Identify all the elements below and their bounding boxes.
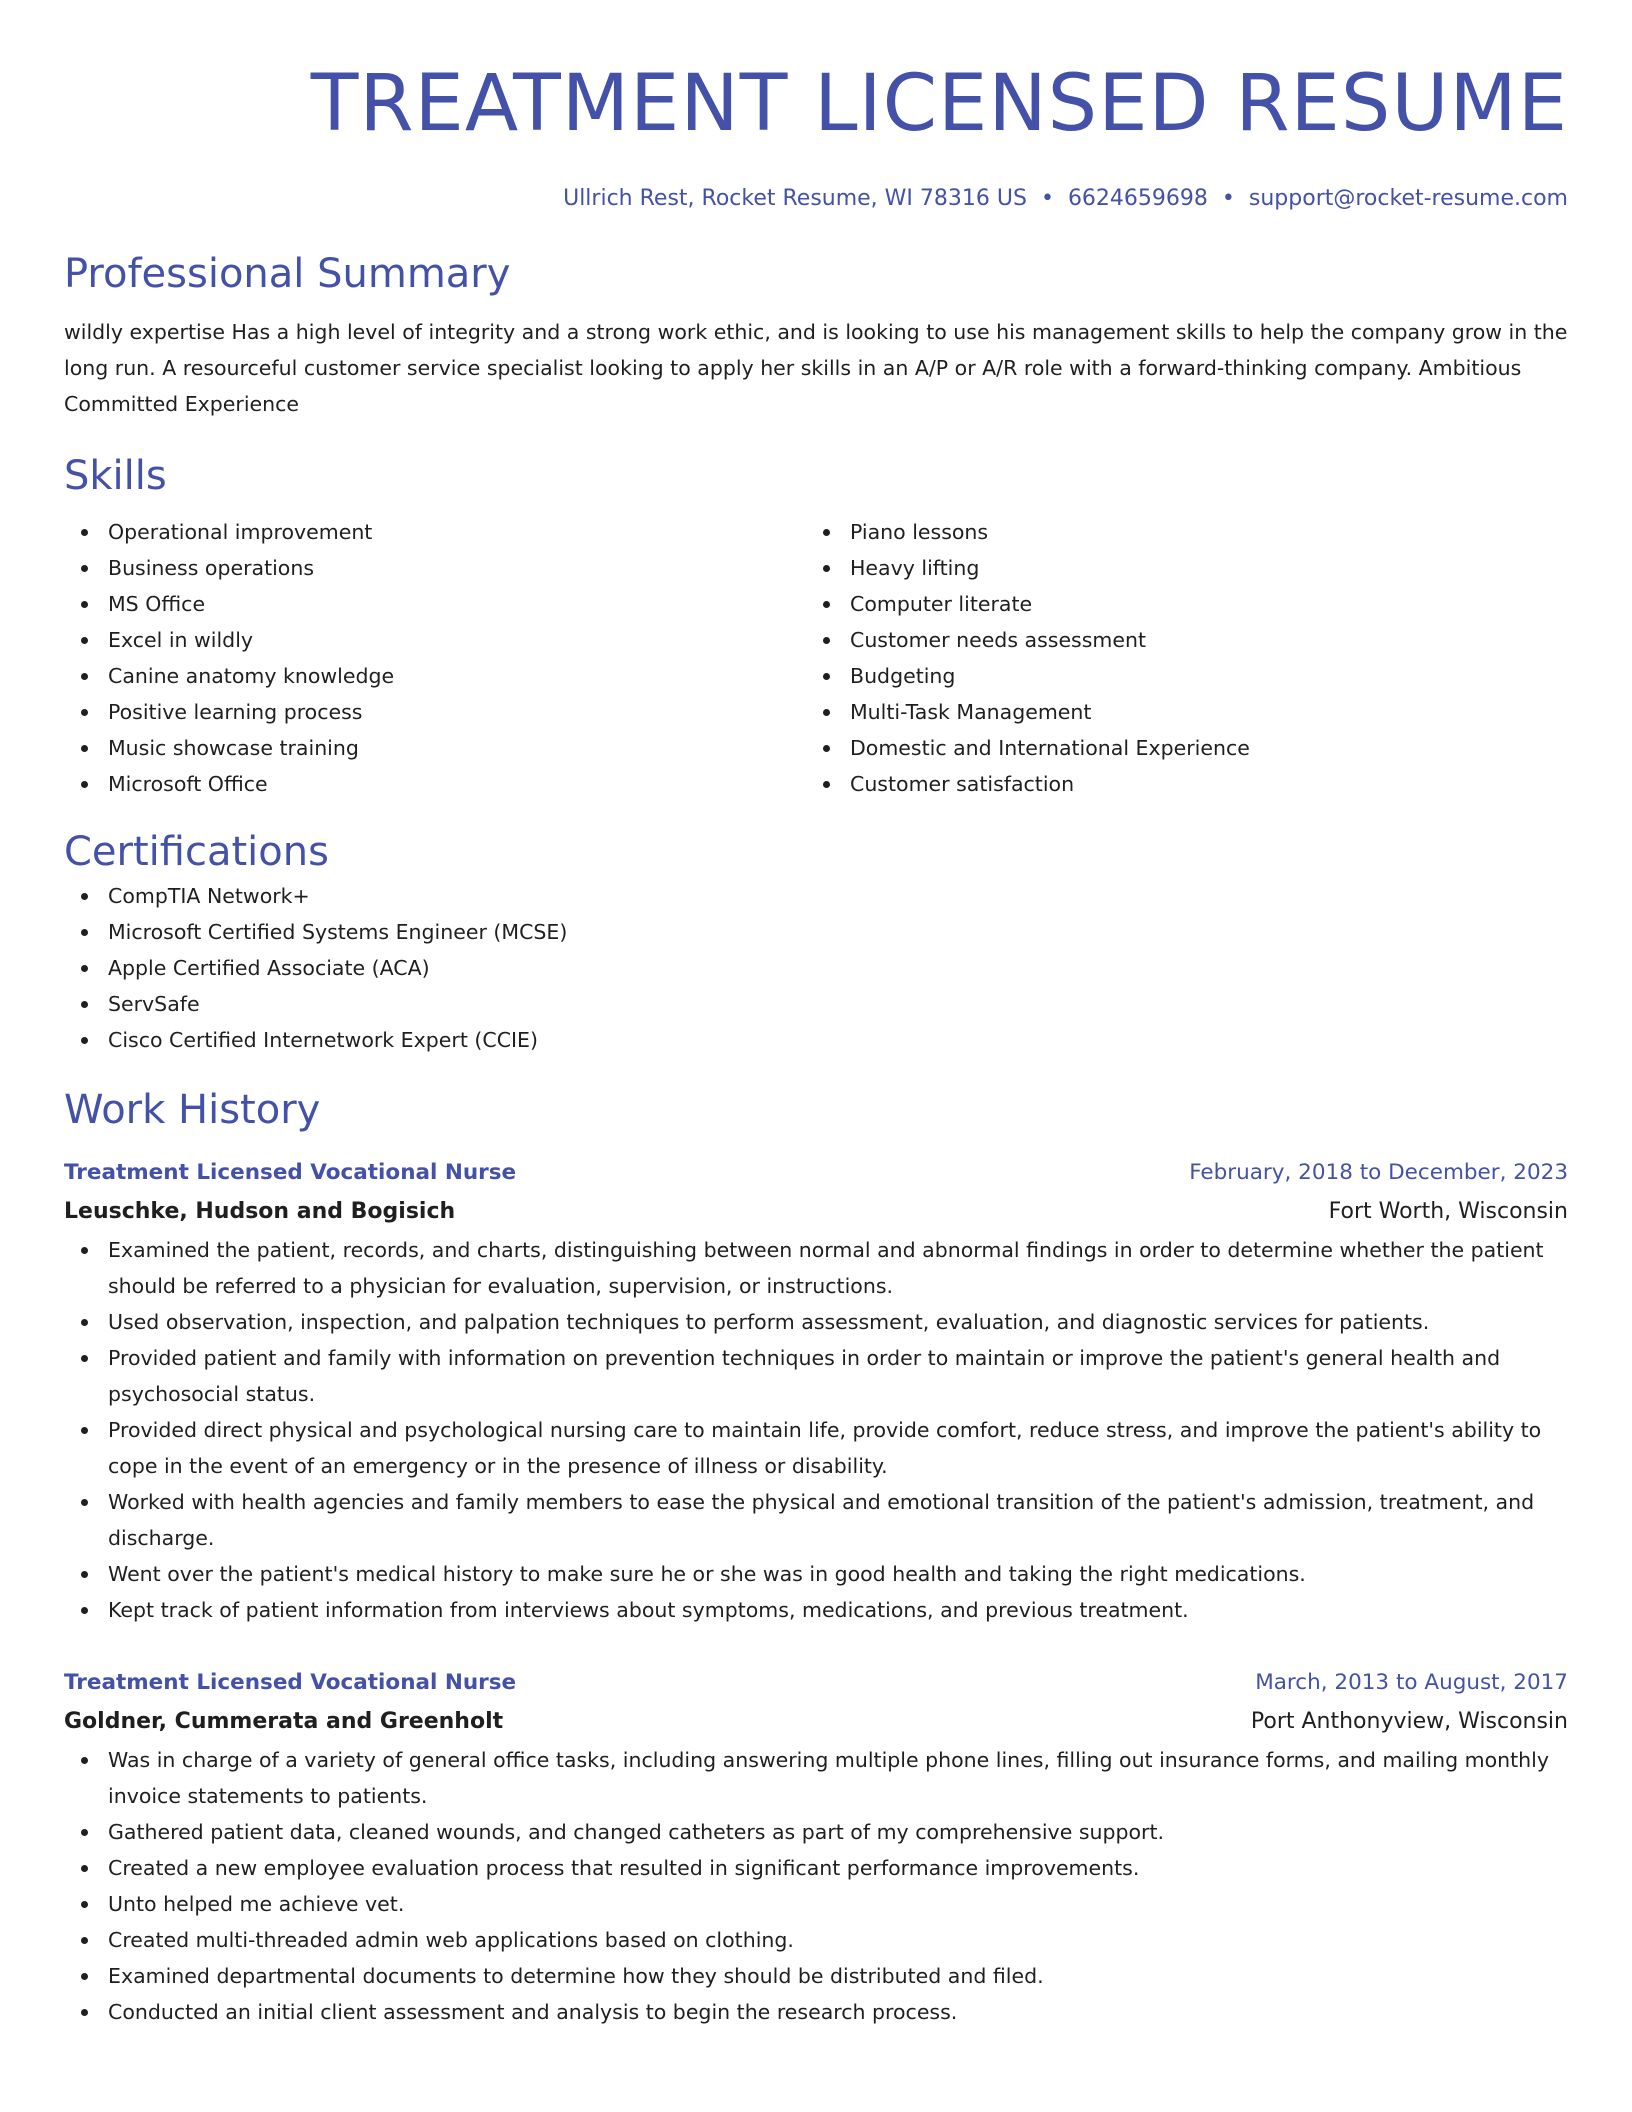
contact-separator: • xyxy=(1221,186,1235,211)
certification-item: Cisco Certified Internetwork Expert (CCIE) xyxy=(64,1022,1568,1058)
skill-item: Positive learning process xyxy=(64,694,806,730)
job-title: Treatment Licensed Vocational Nurse xyxy=(64,1670,517,1695)
skills-list-left xyxy=(64,514,806,802)
job-duty-item: Was in charge of a variety of general office tasks, including answering multiple phone lines, filling out insurance forms, and mailing monthly invoice statements to patients. xyxy=(64,1742,1568,1814)
certification-item: ServSafe xyxy=(64,986,1568,1022)
skills-grid xyxy=(64,514,1568,802)
skill-item: Canine anatomy knowledge xyxy=(64,658,806,694)
certification-item: Apple Certified Associate (ACA) xyxy=(64,950,1568,986)
skill-item: Heavy lifting xyxy=(806,550,1548,586)
job-duties-list xyxy=(64,1232,1568,1628)
job-location: Fort Worth, Wisconsin xyxy=(1328,1199,1568,1224)
skill-item: Business operations xyxy=(64,550,806,586)
job-title: Treatment Licensed Vocational Nurse xyxy=(64,1160,517,1185)
job-duties-list xyxy=(64,1742,1568,2030)
skills-list-right xyxy=(806,514,1548,802)
skill-item: Music showcase training xyxy=(64,730,806,766)
skill-item: Customer needs assessment xyxy=(806,622,1548,658)
job-duty-item: Worked with health agencies and family members to ease the physical and emotional transition of the patient's admission, treatment, and discharge. xyxy=(64,1484,1568,1556)
skill-item: Budgeting xyxy=(806,658,1548,694)
resume-page xyxy=(64,0,1568,2030)
job-duty-item: Created a new employee evaluation process that resulted in significant performance improvements. xyxy=(64,1850,1568,1886)
job-title-row xyxy=(64,1664,1568,1702)
resume-title: TREATMENT LICENSED RESUME xyxy=(310,59,1568,149)
skill-item: Multi-Task Management xyxy=(806,694,1548,730)
contact-phone: 6624659698 xyxy=(1067,186,1208,211)
skill-item: Computer literate xyxy=(806,586,1548,622)
job-entry xyxy=(64,1154,1568,1628)
skill-item: MS Office xyxy=(64,586,806,622)
skill-item: Excel in wildly xyxy=(64,622,806,658)
job-duty-item: Unto helped me achieve vet. xyxy=(64,1886,1568,1922)
job-dates: February, 2018 to December, 2023 xyxy=(1189,1160,1568,1185)
certification-item: Microsoft Certified Systems Engineer (MCSE) xyxy=(64,914,1568,950)
summary-heading: Professional Summary xyxy=(64,251,511,297)
job-company: Goldner, Cummerata and Greenholt xyxy=(64,1709,504,1734)
contact-email: support@rocket-resume.com xyxy=(1248,186,1568,211)
job-duty-item: Created multi-threaded admin web applications based on clothing. xyxy=(64,1922,1568,1958)
contact-line xyxy=(64,184,1568,214)
skills-heading: Skills xyxy=(64,453,167,499)
skill-item: Customer satisfaction xyxy=(806,766,1548,802)
job-duty-item: Kept track of patient information from interviews about symptoms, medications, and previous treatment. xyxy=(64,1592,1568,1628)
job-company-row xyxy=(64,1192,1568,1232)
summary-text: wildly expertise Has a high level of integrity and a strong work ethic, and is looking to use his management skills to help the company grow in the long run. A resourceful customer service specialist looking to apply her skills in an A/P or A/R role with a forward-thinking company. Ambitious Committed Experience xyxy=(64,320,1568,416)
work-history-heading: Work History xyxy=(64,1087,321,1133)
job-entry xyxy=(64,1664,1568,2030)
skill-item: Piano lessons xyxy=(806,514,1548,550)
job-company: Leuschke, Hudson and Bogisich xyxy=(64,1199,456,1224)
skill-item: Operational improvement xyxy=(64,514,806,550)
job-duty-item: Gathered patient data, cleaned wounds, and changed catheters as part of my comprehensive support. xyxy=(64,1814,1568,1850)
job-duty-item: Examined the patient, records, and charts, distinguishing between normal and abnormal findings in order to determine whether the patient should be referred to a physician for evaluation, supervision, or instructions. xyxy=(64,1232,1568,1304)
job-duty-item: Provided patient and family with information on prevention techniques in order to maintain or improve the patient's general health and psychosocial status. xyxy=(64,1340,1568,1412)
job-duty-item: Went over the patient's medical history to make sure he or she was in good health and taking the right medications. xyxy=(64,1556,1568,1592)
certifications-heading: Certifications xyxy=(64,829,329,875)
contact-address: Ullrich Rest, Rocket Resume, WI 78316 US xyxy=(563,186,1027,211)
job-title-row xyxy=(64,1154,1568,1192)
job-duty-item: Used observation, inspection, and palpation techniques to perform assessment, evaluation, and diagnostic services for patients. xyxy=(64,1304,1568,1340)
skill-item: Microsoft Office xyxy=(64,766,806,802)
certifications-list xyxy=(64,878,1568,1058)
job-duty-item: Examined departmental documents to determine how they should be distributed and filed. xyxy=(64,1958,1568,1994)
skill-item: Domestic and International Experience xyxy=(806,730,1548,766)
certification-item: CompTIA Network+ xyxy=(64,878,1568,914)
contact-separator: • xyxy=(1040,186,1054,211)
job-duty-item: Provided direct physical and psychological nursing care to maintain life, provide comfort, reduce stress, and improve the patient's ability to cope in the event of an emergency or in the presence of illness or disability. xyxy=(64,1412,1568,1484)
job-dates: March, 2013 to August, 2017 xyxy=(1255,1670,1568,1695)
job-duty-item: Conducted an initial client assessment and analysis to begin the research process. xyxy=(64,1994,1568,2030)
job-location: Port Anthonyview, Wisconsin xyxy=(1250,1709,1568,1734)
job-company-row xyxy=(64,1702,1568,1742)
